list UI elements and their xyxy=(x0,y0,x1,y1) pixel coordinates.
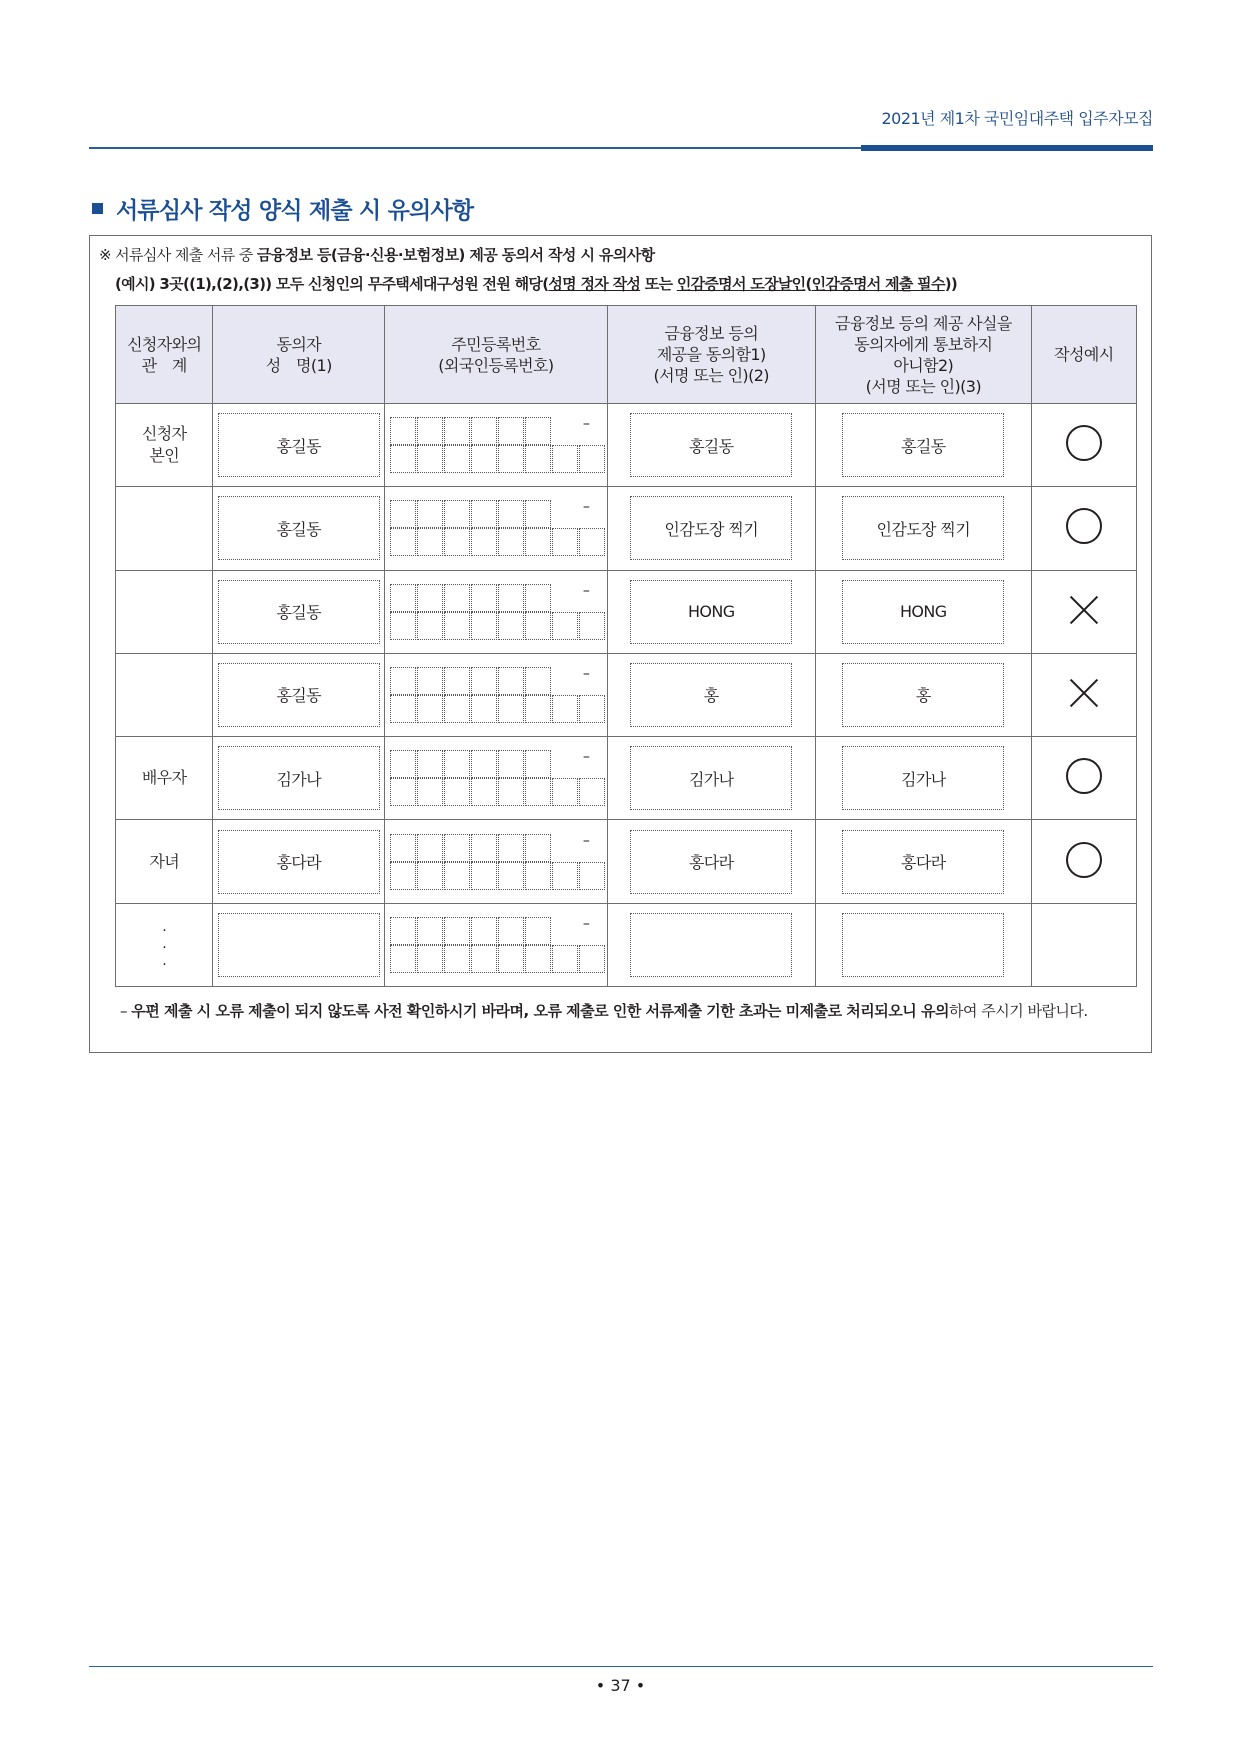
notify-signature-box[interactable]: 홍다라 xyxy=(842,830,1004,894)
header-line: 제공을 동의함1) xyxy=(656,345,766,364)
resident-number-cell xyxy=(525,667,551,695)
resident-number-cell xyxy=(417,612,443,640)
relation-cell xyxy=(116,903,213,986)
circle-icon xyxy=(1066,842,1102,878)
resident-number-cell xyxy=(552,612,578,640)
resident-number-cell xyxy=(498,445,524,473)
resident-number-grid xyxy=(390,663,602,727)
resident-number-cell xyxy=(552,945,578,973)
resident-number-cell xyxy=(417,750,443,778)
consenter-name-cell xyxy=(213,820,385,903)
example-cell xyxy=(1031,570,1136,653)
consent-signature-cell xyxy=(607,653,815,736)
resident-number-cell xyxy=(417,917,443,945)
table-row xyxy=(116,820,1137,903)
resident-number-cell-group xyxy=(385,487,608,570)
resident-number-cell xyxy=(471,500,497,528)
header-relation xyxy=(116,306,213,404)
header-line: (서명 또는 인)(2) xyxy=(653,366,769,385)
resident-number-cell xyxy=(498,528,524,556)
resident-number-cell-group xyxy=(385,570,608,653)
notice-line-2-underline-3: 인감증명서 제출 필수 xyxy=(811,275,945,293)
resident-number-cell xyxy=(444,750,470,778)
resident-number-dash: – xyxy=(582,416,590,433)
resident-number-dash: – xyxy=(582,665,590,682)
resident-number-cell xyxy=(525,917,551,945)
resident-number-cell xyxy=(417,445,443,473)
resident-number-cell xyxy=(525,500,551,528)
notice-line-2-part4: )) xyxy=(944,275,958,293)
resident-number-cell xyxy=(498,862,524,890)
resident-number-cell xyxy=(498,584,524,612)
relation-cell xyxy=(116,404,213,487)
resident-number-cell xyxy=(498,778,524,806)
resident-number-cell xyxy=(390,417,416,445)
resident-number-cell xyxy=(552,695,578,723)
resident-number-cell xyxy=(498,500,524,528)
relation-text: 배우자 xyxy=(141,768,187,788)
resident-number-cell xyxy=(444,584,470,612)
resident-number-cell xyxy=(471,750,497,778)
header-example xyxy=(1031,306,1136,404)
consent-signature-cell xyxy=(607,903,815,986)
consenter-name-box[interactable]: 홍다라 xyxy=(218,830,380,894)
resident-number-cell xyxy=(471,417,497,445)
notify-signature-box[interactable]: 홍 xyxy=(842,663,1004,727)
resident-number-cell xyxy=(444,417,470,445)
header-line: 작성예시 xyxy=(1054,345,1114,364)
relation-text: . xyxy=(162,919,167,936)
resident-number-grid xyxy=(390,830,602,894)
resident-number-cell xyxy=(390,528,416,556)
resident-number-dash: – xyxy=(582,915,590,932)
consent-example-table xyxy=(115,305,1137,987)
resident-number-cell xyxy=(417,778,443,806)
resident-number-cell xyxy=(579,778,605,806)
consent-signature-box[interactable]: 홍 xyxy=(630,663,792,727)
consent-signature-box[interactable]: 인감도장 찍기 xyxy=(630,496,792,560)
notice-line-2 xyxy=(115,273,957,294)
header-consenter-name xyxy=(213,306,385,404)
example-cell xyxy=(1031,487,1136,570)
notice-footer-dash: – xyxy=(120,1002,132,1020)
header-line: 주민등록번호 xyxy=(451,334,541,354)
resident-number-cell xyxy=(390,862,416,890)
relation-cell xyxy=(116,487,213,570)
square-bullet-icon xyxy=(92,203,103,214)
resident-number-cell xyxy=(417,417,443,445)
resident-number-cell xyxy=(525,750,551,778)
resident-number-cell xyxy=(579,945,605,973)
example-cell xyxy=(1031,903,1136,986)
resident-number-cell xyxy=(471,528,497,556)
resident-number-cell xyxy=(390,667,416,695)
consent-signature-cell xyxy=(607,404,815,487)
resident-number-dash: – xyxy=(582,499,590,516)
circle-icon xyxy=(1066,758,1102,794)
header-line: 아니함2) xyxy=(893,355,954,375)
resident-number-cell xyxy=(417,500,443,528)
relation-text: 신청자 xyxy=(141,424,187,444)
header-line: 동의자에게 통보하지 xyxy=(854,334,993,354)
resident-number-cell xyxy=(417,862,443,890)
page-number: • 37 • xyxy=(595,1676,646,1695)
header-line: 금융정보 등의 제공 사실을 xyxy=(834,313,1012,333)
consent-signature-box[interactable] xyxy=(630,913,792,977)
notice-line-1-bold: 금융정보 등(금융·신용·보험정보) 제공 동의서 작성 시 유의사항 xyxy=(256,246,655,264)
header-line: 동의자 xyxy=(276,334,322,354)
resident-number-cell-group xyxy=(385,653,608,736)
resident-number-cell xyxy=(390,500,416,528)
resident-number-cell xyxy=(390,834,416,862)
resident-number-cell xyxy=(552,862,578,890)
consenter-name-cell xyxy=(213,404,385,487)
notice-line-2-part2: 또는 xyxy=(640,275,677,293)
section-title xyxy=(92,192,473,225)
resident-number-cell xyxy=(444,667,470,695)
resident-number-cell-group xyxy=(385,903,608,986)
resident-number-cell xyxy=(498,834,524,862)
resident-number-cell xyxy=(471,834,497,862)
header-consent-provision xyxy=(607,306,815,404)
footer-rule xyxy=(89,1666,1153,1667)
table-row xyxy=(116,903,1137,986)
header-line: (서명 또는 인)(3) xyxy=(865,376,981,396)
resident-number-cell xyxy=(525,528,551,556)
resident-number-cell xyxy=(498,667,524,695)
resident-number-cell xyxy=(525,584,551,612)
resident-number-dash: – xyxy=(582,582,590,599)
relation-text: 본인 xyxy=(149,446,180,466)
notice-line-2-underline-2: 인감증명서 도장날인 xyxy=(676,275,806,293)
cross-icon xyxy=(1069,678,1099,708)
resident-number-cell xyxy=(471,862,497,890)
cross-icon xyxy=(1069,595,1099,625)
resident-number-cell-group xyxy=(385,737,608,820)
example-cell xyxy=(1031,404,1136,487)
example-cell xyxy=(1031,737,1136,820)
consenter-name-box[interactable]: 홍길동 xyxy=(218,580,380,644)
resident-number-cell xyxy=(525,945,551,973)
resident-number-cell xyxy=(444,778,470,806)
resident-number-cell xyxy=(390,778,416,806)
resident-number-cell xyxy=(579,862,605,890)
consenter-name-box[interactable]: 홍길동 xyxy=(218,663,380,727)
resident-number-cell xyxy=(579,528,605,556)
notify-signature-cell xyxy=(815,404,1031,487)
resident-number-cell xyxy=(417,667,443,695)
resident-number-cell xyxy=(471,667,497,695)
resident-number-cell xyxy=(390,612,416,640)
resident-number-cell xyxy=(579,445,605,473)
notice-footer-bold: 우편 제출 시 오류 제출이 되지 않도록 사전 확인하시기 바라며, 오류 제출로 인한 서류제출 기한 초과는 미제출로 처리되오니 유의 xyxy=(131,1002,949,1020)
header-no-notification xyxy=(815,306,1031,404)
notify-signature-cell xyxy=(815,820,1031,903)
relation-text: . xyxy=(162,953,167,970)
consent-signature-cell xyxy=(607,570,815,653)
consenter-name-box[interactable]: 홍길동 xyxy=(218,413,380,477)
example-cell xyxy=(1031,820,1136,903)
resident-number-cell xyxy=(525,417,551,445)
resident-number-dash: – xyxy=(582,832,590,849)
table-header-row xyxy=(116,306,1137,404)
notify-signature-cell xyxy=(815,653,1031,736)
header-line: (외국인등록번호) xyxy=(438,355,554,375)
notice-line-2-underline-1: 성명 정자 작성 xyxy=(548,275,641,293)
consent-signature-box[interactable]: 홍길동 xyxy=(630,413,792,477)
relation-cell xyxy=(116,820,213,903)
resident-number-cell-group xyxy=(385,820,608,903)
resident-number-cell xyxy=(444,612,470,640)
resident-number-cell xyxy=(525,695,551,723)
consent-signature-box[interactable]: HONG xyxy=(630,580,792,644)
notify-signature-cell xyxy=(815,487,1031,570)
resident-number-cell xyxy=(498,695,524,723)
resident-number-cell xyxy=(444,862,470,890)
resident-number-cell xyxy=(525,778,551,806)
resident-number-cell xyxy=(498,917,524,945)
resident-number-cell-group xyxy=(385,404,608,487)
resident-number-cell xyxy=(444,528,470,556)
table-row xyxy=(116,487,1137,570)
circle-icon xyxy=(1066,425,1102,461)
resident-number-cell xyxy=(390,584,416,612)
consenter-name-cell xyxy=(213,487,385,570)
relation-cell xyxy=(116,653,213,736)
resident-number-grid xyxy=(390,746,602,810)
resident-number-cell xyxy=(525,834,551,862)
resident-number-cell xyxy=(498,417,524,445)
consenter-name-box[interactable]: 김가나 xyxy=(218,746,380,810)
notice-line-2-part3: ( xyxy=(805,275,812,293)
header-line: 금융정보 등의 xyxy=(664,324,759,343)
resident-number-cell xyxy=(525,445,551,473)
resident-number-cell xyxy=(552,528,578,556)
consenter-name-box[interactable] xyxy=(218,913,380,977)
resident-number-cell xyxy=(525,612,551,640)
table-row xyxy=(116,404,1137,487)
resident-number-cell xyxy=(417,695,443,723)
resident-number-cell xyxy=(444,917,470,945)
resident-number-cell xyxy=(444,500,470,528)
header-line: 신청자와의 xyxy=(127,334,202,354)
resident-number-cell xyxy=(390,917,416,945)
resident-number-grid xyxy=(390,913,602,977)
resident-number-cell xyxy=(498,750,524,778)
table-row xyxy=(116,570,1137,653)
resident-number-cell xyxy=(471,612,497,640)
resident-number-cell xyxy=(417,528,443,556)
resident-number-cell xyxy=(471,584,497,612)
notice-line-1-prefix: ※ 서류심사 제출 서류 중 xyxy=(99,246,257,264)
resident-number-cell xyxy=(471,945,497,973)
section-title-text: 서류심사 작성 양식 제출 시 유의사항 xyxy=(116,198,474,224)
notify-signature-box[interactable]: 김가나 xyxy=(842,746,1004,810)
header-title: 2021년 제1차 국민임대주택 입주자모집 xyxy=(881,109,1153,128)
resident-number-cell xyxy=(525,862,551,890)
resident-number-cell xyxy=(390,445,416,473)
notice-footer-rest: 하여 주시기 바랍니다. xyxy=(948,1002,1088,1020)
consent-signature-box[interactable]: 홍다라 xyxy=(630,830,792,894)
consent-signature-box[interactable]: 김가나 xyxy=(630,746,792,810)
header-accent-bar xyxy=(861,145,1153,151)
resident-number-cell xyxy=(444,695,470,723)
notice-line-1 xyxy=(99,244,655,265)
resident-number-cell xyxy=(444,945,470,973)
consent-signature-cell xyxy=(607,487,815,570)
relation-text: . xyxy=(162,936,167,953)
table-row xyxy=(116,653,1137,736)
notify-signature-cell xyxy=(815,903,1031,986)
consent-signature-cell xyxy=(607,820,815,903)
consenter-name-cell xyxy=(213,653,385,736)
resident-number-grid xyxy=(390,413,602,477)
notice-line-2-part1: (예시) 3곳((1),(2),(3)) 모두 신청인의 무주택세대구성원 전원 해당( xyxy=(115,275,549,293)
resident-number-cell xyxy=(444,445,470,473)
resident-number-cell xyxy=(417,945,443,973)
consent-signature-cell xyxy=(607,737,815,820)
header-line: 관 계 xyxy=(141,355,187,375)
resident-number-cell xyxy=(390,695,416,723)
resident-number-cell xyxy=(552,778,578,806)
resident-number-grid xyxy=(390,580,602,644)
relation-cell xyxy=(116,570,213,653)
example-cell xyxy=(1031,653,1136,736)
notice-footer xyxy=(120,1000,1145,1022)
resident-number-cell xyxy=(579,695,605,723)
resident-number-cell xyxy=(471,445,497,473)
resident-number-cell xyxy=(471,917,497,945)
relation-cell xyxy=(116,737,213,820)
circle-icon xyxy=(1066,508,1102,544)
resident-number-cell xyxy=(498,945,524,973)
consenter-name-cell xyxy=(213,737,385,820)
header-line: 성 명(1) xyxy=(265,355,332,375)
resident-number-grid xyxy=(390,496,602,560)
consenter-name-cell xyxy=(213,570,385,653)
consenter-name-cell xyxy=(213,903,385,986)
resident-number-cell xyxy=(471,778,497,806)
notify-signature-box[interactable]: 인감도장 찍기 xyxy=(842,496,1004,560)
notify-signature-cell xyxy=(815,737,1031,820)
consenter-name-box[interactable]: 홍길동 xyxy=(218,496,380,560)
resident-number-cell xyxy=(579,612,605,640)
resident-number-cell xyxy=(390,750,416,778)
relation-text: 자녀 xyxy=(149,851,180,871)
resident-number-cell xyxy=(444,834,470,862)
resident-number-cell xyxy=(390,945,416,973)
header-resident-number xyxy=(385,306,608,404)
resident-number-cell xyxy=(552,445,578,473)
notify-signature-box[interactable] xyxy=(842,913,1004,977)
resident-number-cell xyxy=(417,584,443,612)
notify-signature-box[interactable]: HONG xyxy=(842,580,1004,644)
notify-signature-cell xyxy=(815,570,1031,653)
notify-signature-box[interactable]: 홍길동 xyxy=(842,413,1004,477)
resident-number-cell xyxy=(498,612,524,640)
resident-number-dash: – xyxy=(582,749,590,766)
table-row xyxy=(116,737,1137,820)
resident-number-cell xyxy=(417,834,443,862)
resident-number-cell xyxy=(471,695,497,723)
